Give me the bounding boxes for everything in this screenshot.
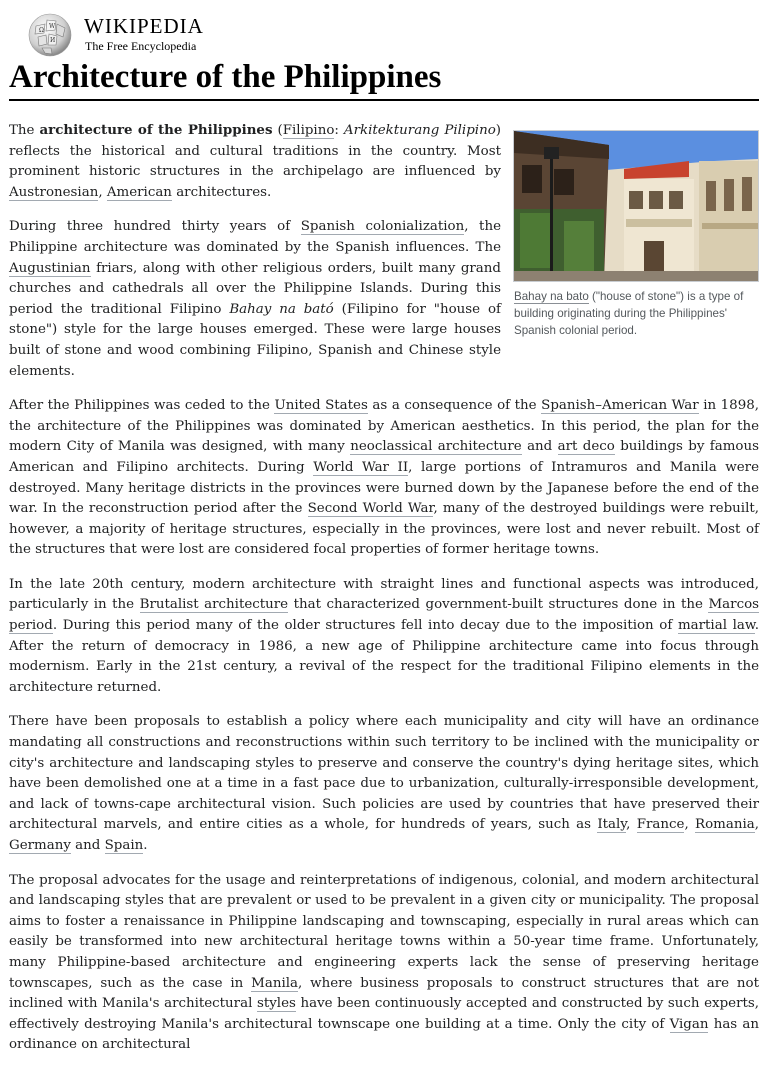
wiki-link-spain[interactable]: Spain xyxy=(104,838,144,853)
title-divider xyxy=(9,99,759,101)
paragraph-text: : xyxy=(334,123,344,138)
svg-text:Ω: Ω xyxy=(39,27,44,34)
italic-term: Arkitekturang Pilipino xyxy=(343,123,496,138)
paragraph-text: . After the return of democracy in 1986, a new age of Philippine architecture came into focus through modernism. Early in the 21st century, a revival of the respect for the traditional Filipino elements in the architecture returned. xyxy=(9,618,760,695)
infobox-figure xyxy=(513,130,759,339)
svg-text:И: И xyxy=(50,37,56,44)
paragraph-text: has an ordinance on architectural xyxy=(9,1016,759,1053)
wiki-link-france[interactable]: France xyxy=(636,817,685,833)
paragraph-text: architectures. xyxy=(171,184,272,200)
paragraph-text: , xyxy=(98,184,107,200)
paragraph-text: , large portions of Intramuros and Manila were destroyed. Many heritage districts in the provinces were burned down by the Japanese before the end of the war. In the reconstruction period after the xyxy=(9,459,759,517)
paragraph-text: . xyxy=(143,838,148,853)
paragraph-text: in 1898, the architecture of the Philippines was dominated by American aesthetics. In this period, the plan for the modern City of Manila was designed, with many xyxy=(9,398,759,455)
wiki-link-augustinian[interactable]: Augustinian xyxy=(9,260,91,276)
paragraph-text: , xyxy=(684,817,696,833)
wiki-link-styles[interactable]: styles xyxy=(256,996,296,1012)
wiki-link-brutalist-architecture[interactable]: Brutalist architecture xyxy=(139,597,289,613)
paragraph-text: ( xyxy=(272,123,283,138)
wiki-link-spanish-american-war[interactable]: Spanish–American War xyxy=(541,398,699,414)
wiki-link-art-deco[interactable]: art deco xyxy=(557,439,615,455)
caption-text: ("house of stone") is a type of building originating during the Philippines' Spanish colonial period. xyxy=(514,290,744,337)
paragraph-text: There have been proposals to establish a policy where each municipality and city will have an ordinance mandating all constructions and reconstructions within such territory to be inclined with the municipality or city's architecture and landscaping styles to preserve and conserve the country's dying heritage sites, which have been demolished one at a time in a fast pace due to urbanization, culturally-irresponsible development, and lack of towns-cape architectural vision. Such policies are used by countries that have preserved their architectural marvels, and entire cities as a whole, for hundreds of years, such as xyxy=(9,714,759,833)
paragraph-text: The proposal advocates for the usage and reinterpretations of indigenous, colonial, and modern architectural and landscaping styles that are prevalent or used to be prevalent in a given city or municipality. The proposal aims to foster a renaissance in Philippine landscaping and townscaping, especially in rural areas which can easily be transformed into new architectural heritage towns within a 50-year time frame. Unfortunately, many Philippine-based architecture and engineering experts lack the sense of preserving heritage townscapes, such as the case in xyxy=(9,872,759,991)
figure-caption xyxy=(513,288,759,339)
wikipedia-globe-logo[interactable] xyxy=(26,12,74,58)
paragraph-text: In the late 20th century, modern architecture with straight lines and functional aspects was introduced, particularly in the xyxy=(9,576,759,613)
wiki-link-spanish-colonialization[interactable]: Spanish colonialization xyxy=(300,219,465,235)
paragraph-text: as a consequence of the xyxy=(367,398,542,414)
article-body xyxy=(9,120,759,1070)
article-paragraph xyxy=(9,575,759,699)
paragraph-text: , many of the destroyed buildings were rebuilt, however, a majority of heritage structures, especially in the provinces, were lost and never rebuilt. Most of the structures that were lost are considered focal properties of former heritage towns. xyxy=(9,501,759,558)
paragraph-text: , where business proposals to construct structures that are not inclined with Manila's architectural xyxy=(9,975,759,1012)
article-paragraph xyxy=(9,871,759,1056)
bold-term: architecture of the Philippines xyxy=(39,122,273,138)
wiki-link-filipino[interactable]: Filipino xyxy=(282,123,335,138)
paragraph-text: The xyxy=(9,123,40,138)
paragraph-text: have been continuously accepted and constructed by such experts, effectively destroying Manila's architectural townscape one building at a time. Only the city of xyxy=(9,996,759,1032)
paragraph-text: , xyxy=(754,817,760,833)
caption-link-bahay-na-bato[interactable]: Bahay na bato xyxy=(514,290,589,303)
wiki-link-united-states[interactable]: United States xyxy=(274,398,368,414)
wiki-link-neoclassical-architecture[interactable]: neoclassical architecture xyxy=(350,439,522,455)
wikipedia-wordmark[interactable]: WIKIPEDIA xyxy=(84,14,204,38)
wiki-link-austronesian[interactable]: Austronesian xyxy=(9,184,99,200)
wiki-link-martial-law[interactable]: martial law xyxy=(677,618,755,634)
wiki-link-vigan[interactable]: Vigan xyxy=(669,1016,709,1032)
site-tagline: The Free Encyclopedia xyxy=(85,39,197,53)
paragraph-text: . During this period many of the older structures fell into decay due to the imposition of xyxy=(52,618,678,634)
wiki-link-germany[interactable]: Germany xyxy=(9,838,71,853)
paragraph-text: (Filipino for "house of stone") style for the large houses emerged. These were large houses built of stone and wood combining Filipino, Spanish and Chinese style elements. xyxy=(9,301,502,379)
paragraph-text: that characterized government-built structures done in the xyxy=(288,597,709,613)
wiki-link-marcos-period[interactable]: Marcos period xyxy=(9,597,759,634)
page-title: Architecture of the Philippines xyxy=(9,59,442,95)
paragraph-text: After the Philippines was ceded to the xyxy=(9,398,275,414)
paragraph-text: friars, along with other religious orders, built many grand churches and cathedrals all over the Philippine Islands. During this period the traditional Filipino xyxy=(9,260,501,317)
wiki-link-romania[interactable]: Romania xyxy=(695,817,755,833)
svg-text:W: W xyxy=(49,23,56,30)
wiki-link-world-war-ii[interactable]: World War II xyxy=(313,459,409,475)
article-paragraph xyxy=(9,396,759,561)
paragraph-text: buildings by famous American and Filipino architects. During xyxy=(9,439,759,475)
wiki-link-american[interactable]: American xyxy=(106,184,172,200)
paragraph-text: During three hundred thirty years of xyxy=(9,219,301,235)
wiki-link-italy[interactable]: Italy xyxy=(597,817,627,833)
paragraph-text: , the Philippine architecture was dominated by the Spanish influences. The xyxy=(9,219,501,255)
wiki-link-second-world-war[interactable]: Second World War xyxy=(307,501,434,517)
paragraph-text: ) reflects the historical and cultural traditions in the country. Most prominent historic structures in the archipelago are influenced by xyxy=(9,123,501,180)
paragraph-text: , xyxy=(626,817,637,833)
italic-term: Bahay na bató xyxy=(229,301,334,317)
wiki-link-manila[interactable]: Manila xyxy=(251,975,299,991)
paragraph-text: and xyxy=(521,439,558,455)
bahay-na-bato-photo[interactable] xyxy=(513,130,759,282)
paragraph-text: and xyxy=(70,838,105,853)
article-paragraph xyxy=(9,712,759,856)
